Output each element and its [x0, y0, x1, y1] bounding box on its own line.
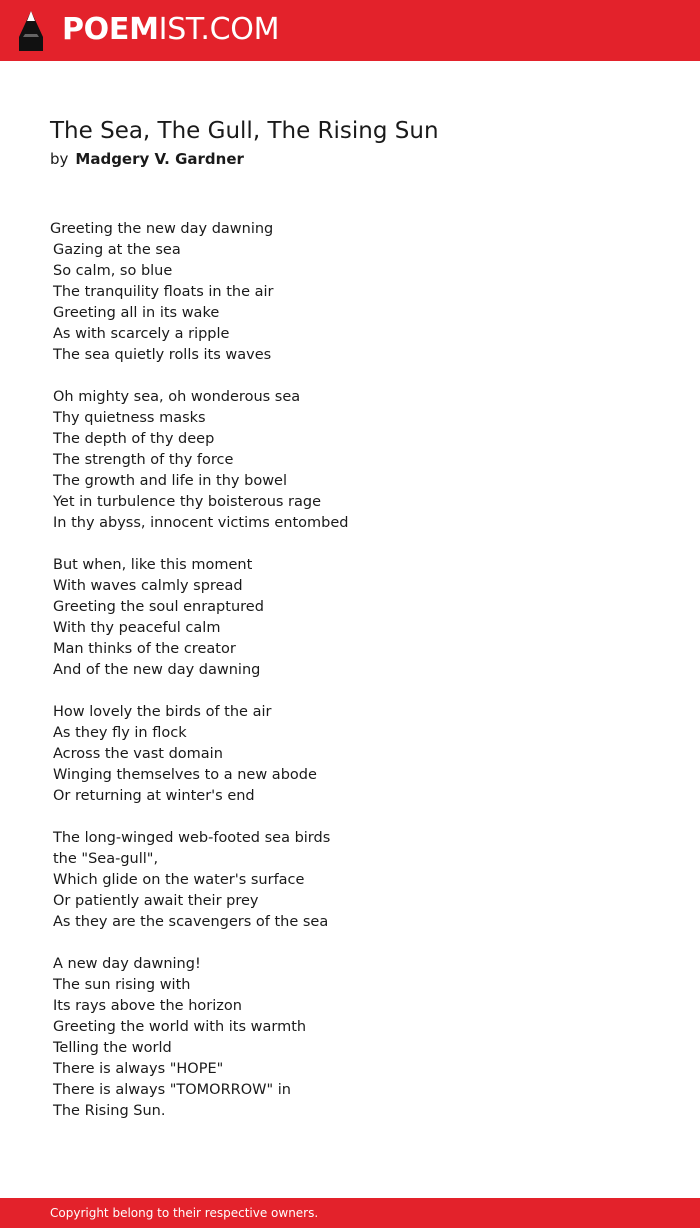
poem-line: Gazing at the sea — [53, 242, 181, 258]
logo-light-text: IST.COM — [158, 12, 280, 47]
poem-line: Or returning at winter's end — [53, 788, 255, 804]
poem-line: As they are the scavengers of the sea — [53, 914, 329, 930]
poem-line: The strength of thy force — [53, 452, 234, 468]
poem-line: Thy quietness masks — [53, 410, 206, 426]
by-label: by — [50, 150, 69, 168]
poem-line: Man thinks of the creator — [53, 641, 236, 657]
poem-line: And of the new day dawning — [53, 662, 261, 678]
site-logo[interactable] — [62, 12, 279, 48]
poem-line: There is always "HOPE" — [53, 1061, 224, 1077]
poem-body — [50, 219, 349, 1122]
header-bar — [0, 0, 700, 61]
poem-line: The growth and life in thy bowel — [53, 473, 287, 489]
logo-bold-text: POEM — [62, 12, 159, 47]
poem-line: The long-winged web-footed sea birds — [53, 830, 331, 846]
stanza-gap — [50, 681, 349, 702]
author-name: Madgery V. Gardner — [75, 150, 244, 168]
poem-line: The sun rising with — [53, 977, 191, 993]
poem-line: Yet in turbulence thy boisterous rage — [53, 494, 322, 510]
poem-line: The sea quietly rolls its waves — [53, 347, 272, 363]
stanza-gap — [50, 933, 349, 954]
poem-line: The Rising Sun. — [53, 1103, 166, 1119]
poem-line: Greeting all in its wake — [53, 305, 220, 321]
footer-bar — [0, 1198, 700, 1228]
poem-line: Across the vast domain — [53, 746, 223, 762]
poem-line: Telling the world — [53, 1040, 172, 1056]
poem-line: As they fly in flock — [53, 725, 187, 741]
poem-line: the "Sea-gull", — [53, 851, 159, 867]
stanza-gap — [50, 534, 349, 555]
poem-line: Greeting the world with its warmth — [53, 1019, 307, 1035]
poem-line: A new day dawning! — [53, 956, 201, 972]
poem-line: Winging themselves to a new abode — [53, 767, 317, 783]
poem-line: Which glide on the water's surface — [53, 872, 305, 888]
poem-line: Its rays above the horizon — [53, 998, 242, 1014]
poem-line: There is always "TOMORROW" in — [53, 1082, 291, 1098]
pencil-logo-icon[interactable] — [18, 10, 44, 52]
copyright-text: Copyright belong to their respective owners. — [50, 1206, 319, 1220]
poem-line: So calm, so blue — [53, 263, 173, 279]
poem-line: Greeting the soul enraptured — [53, 599, 264, 615]
poem-line: Greeting the new day dawning — [50, 221, 274, 237]
poem-line: With waves calmly spread — [53, 578, 243, 594]
stanza-gap — [50, 807, 349, 828]
poem-line: How lovely the birds of the air — [53, 704, 272, 720]
poem-line: With thy peaceful calm — [53, 620, 221, 636]
poem-line: As with scarcely a ripple — [53, 326, 230, 342]
poem-line: In thy abyss, innocent victims entombed — [53, 515, 349, 531]
poem-line: Or patiently await their prey — [53, 893, 259, 909]
poem-line: Oh mighty sea, oh wonderous sea — [53, 389, 301, 405]
byline — [50, 149, 244, 169]
poem-line: But when, like this moment — [53, 557, 253, 573]
poem-line: The tranquility floats in the air — [53, 284, 274, 300]
poem-title: The Sea, The Gull, The Rising Sun — [50, 118, 439, 144]
stanza-gap — [50, 366, 349, 387]
poem-line: The depth of thy deep — [53, 431, 215, 447]
